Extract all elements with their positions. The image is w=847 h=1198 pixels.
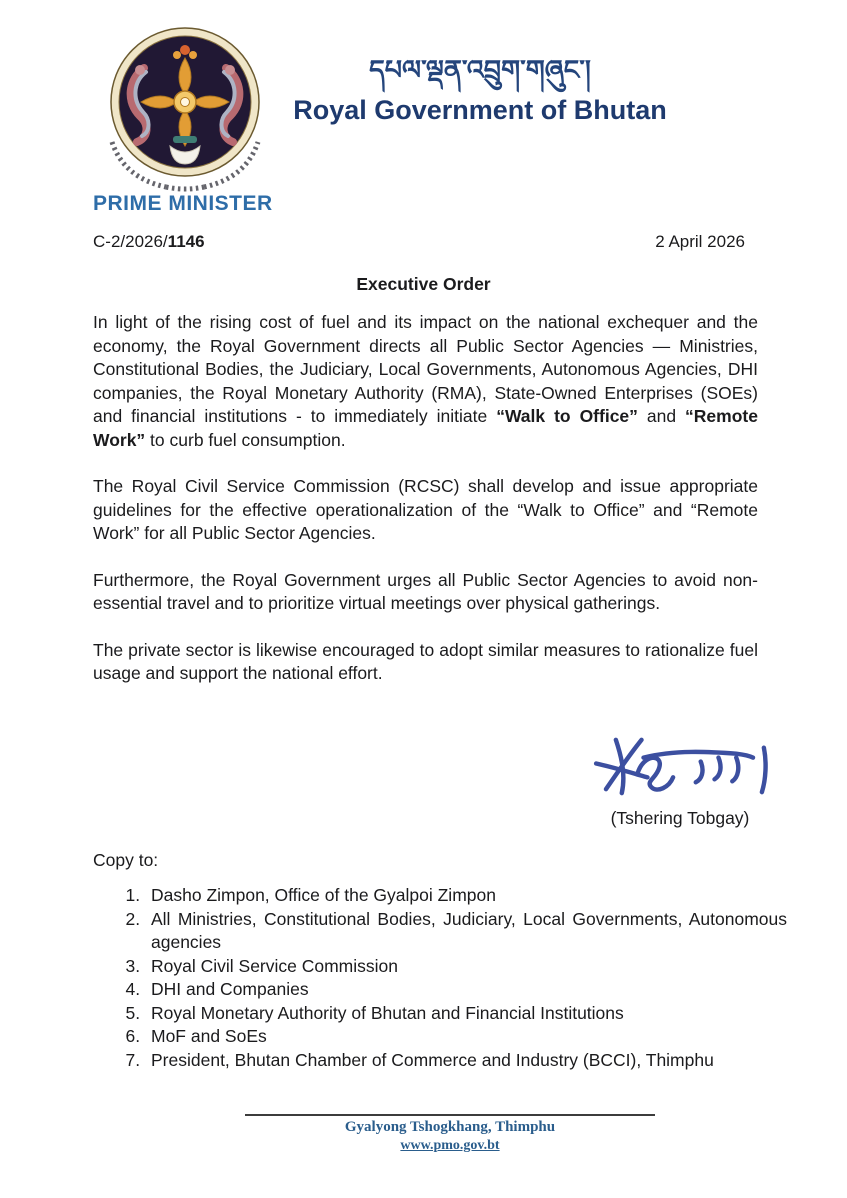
copy-to-list xyxy=(118,884,787,1072)
paragraph-2: The Royal Civil Service Commission (RCSC) shall develop and issue appropriate guidelines for the effective operationalization of the “Walk to Office” and “Remote Work” for all Public Sector Agencies. xyxy=(93,476,758,543)
signature-block xyxy=(575,728,785,829)
office-title: PRIME MINISTER xyxy=(93,192,273,215)
document-date: 2 April 2026 xyxy=(655,232,745,251)
copy-to-list-item: 7. President, Bhutan Chamber of Commerce and Industry (BCCI), Thimphu xyxy=(145,1049,787,1073)
paragraph-3: Furthermore, the Royal Government urges all Public Sector Agencies to avoid non-essential travel and to prioritize virtual meetings over physical gatherings. xyxy=(93,569,758,613)
footer-address: Gyalyong Tshogkhang, Thimphu xyxy=(344,1119,556,1135)
paragraph-1: In light of the rising cost of fuel and its impact on the national exchequer and the economy, the Royal Government directs all Public Sector Agencies — Ministries, Constitutional Bodies, the Judiciary, Local Governments, Autonomous Agencies, DHI companies, the Royal Monetary Authority (RMA), State-Owned Enterprises (SOEs) and financial institutions - to immediately initiate “Walk to Office” and “Remote Work” to curb fuel consumption. xyxy=(93,312,758,450)
reference-number: C-2/2026/1146 xyxy=(93,232,205,251)
copy-to-list-item: 3. Royal Civil Service Commission xyxy=(145,955,787,979)
copy-to-list-item: 2. All Ministries, Constitutional Bodies, Judiciary, Local Governments, Autonomous agencies xyxy=(145,908,787,955)
document-body xyxy=(93,311,758,709)
copy-to-list-item: 6. MoF and SoEs xyxy=(145,1025,787,1049)
dzongkha-title: དཔལ་ལྡན་འབྲུག་གཞུང་། xyxy=(369,55,591,85)
copy-to-list-item: 4. DHI and Companies xyxy=(145,978,787,1002)
letterhead xyxy=(278,48,682,126)
reference-line xyxy=(93,232,745,252)
org-title: Royal Government of Bhutan xyxy=(293,95,667,125)
handwritten-signature-icon xyxy=(580,728,780,802)
copy-to-label: Copy to: xyxy=(93,850,159,870)
footer-website-link[interactable]: www.pmo.gov.bt xyxy=(400,1138,500,1153)
bhutan-national-emblem-icon xyxy=(96,24,274,192)
footer xyxy=(245,1114,655,1154)
paragraph-4: The private sector is likewise encouraged to adopt similar measures to rationalize fuel usage and support the national effort. xyxy=(93,639,758,683)
copy-to-list-item: 1. Dasho Zimpon, Office of the Gyalpoi Zimpon xyxy=(145,884,787,908)
document-title: Executive Order xyxy=(356,274,491,294)
copy-to-list-item: 5. Royal Monetary Authority of Bhutan and Financial Institutions xyxy=(145,1002,787,1026)
signatory-name: (Tshering Tobgay) xyxy=(610,808,750,828)
